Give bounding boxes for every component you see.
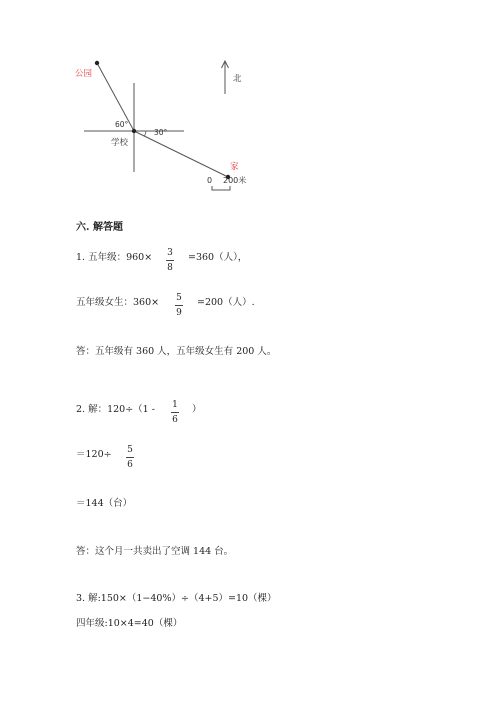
scale-zero-label: 0	[207, 176, 213, 185]
home-label: 家	[230, 162, 239, 172]
angle-30-label: 30°	[154, 128, 168, 137]
section-title: 六. 解答题	[76, 222, 123, 233]
park-label: 公园	[75, 69, 93, 79]
fraction-bar	[175, 305, 183, 306]
scale-distance-label: 200米	[223, 176, 247, 185]
school-to-home-line	[134, 131, 228, 177]
q3-line1: 3. 解:150×（1−40%）÷（4+5）=10（棵）	[76, 593, 277, 604]
q2-line3: ＝144（台）	[76, 498, 133, 509]
fraction-denominator: 6	[172, 415, 178, 425]
q3-line2: 四年级:10×4=40（棵）	[76, 618, 183, 629]
school-point	[132, 129, 136, 133]
fraction-numerator: 1	[172, 400, 178, 410]
q1-line2-fraction	[173, 293, 185, 318]
fraction-numerator: 5	[176, 293, 182, 303]
q1-line1-suffix: =360（人），	[188, 252, 248, 263]
direction-diagram	[0, 0, 500, 200]
north-label: 北	[233, 74, 242, 84]
q2-line2-fraction	[124, 445, 136, 470]
angle-arc	[145, 131, 147, 136]
q1-line1-fraction	[164, 248, 176, 273]
q2-line1-suffix: ）	[192, 404, 202, 415]
q2-line1-fraction	[169, 400, 181, 425]
park-point	[95, 61, 99, 65]
fraction-denominator: 6	[127, 460, 133, 470]
fraction-numerator: 5	[127, 445, 133, 455]
q1-answer: 答：五年级有 360 人，五年级女生有 200 人。	[76, 346, 277, 357]
fraction-denominator: 9	[176, 308, 182, 318]
fraction-denominator: 8	[167, 263, 173, 273]
school-label: 学校	[111, 138, 129, 148]
fraction-bar	[171, 412, 179, 413]
q1-line2-prefix: 五年级女生：360×	[76, 297, 160, 308]
fraction-numerator: 3	[167, 248, 173, 258]
scale-bar	[212, 186, 230, 190]
q2-line1-prefix: 2. 解：120÷（1 -	[76, 404, 155, 415]
fraction-bar	[166, 260, 174, 261]
q1-line1-prefix: 1. 五年级：960×	[76, 252, 153, 263]
q1-line2-suffix: =200（人）.	[197, 297, 255, 308]
q2-line2-prefix: ＝120÷	[76, 449, 112, 460]
q2-answer: 答：这个月一共卖出了空调 144 台。	[76, 546, 234, 557]
angle-60-label: 60°	[115, 120, 129, 129]
fraction-bar	[126, 457, 134, 458]
